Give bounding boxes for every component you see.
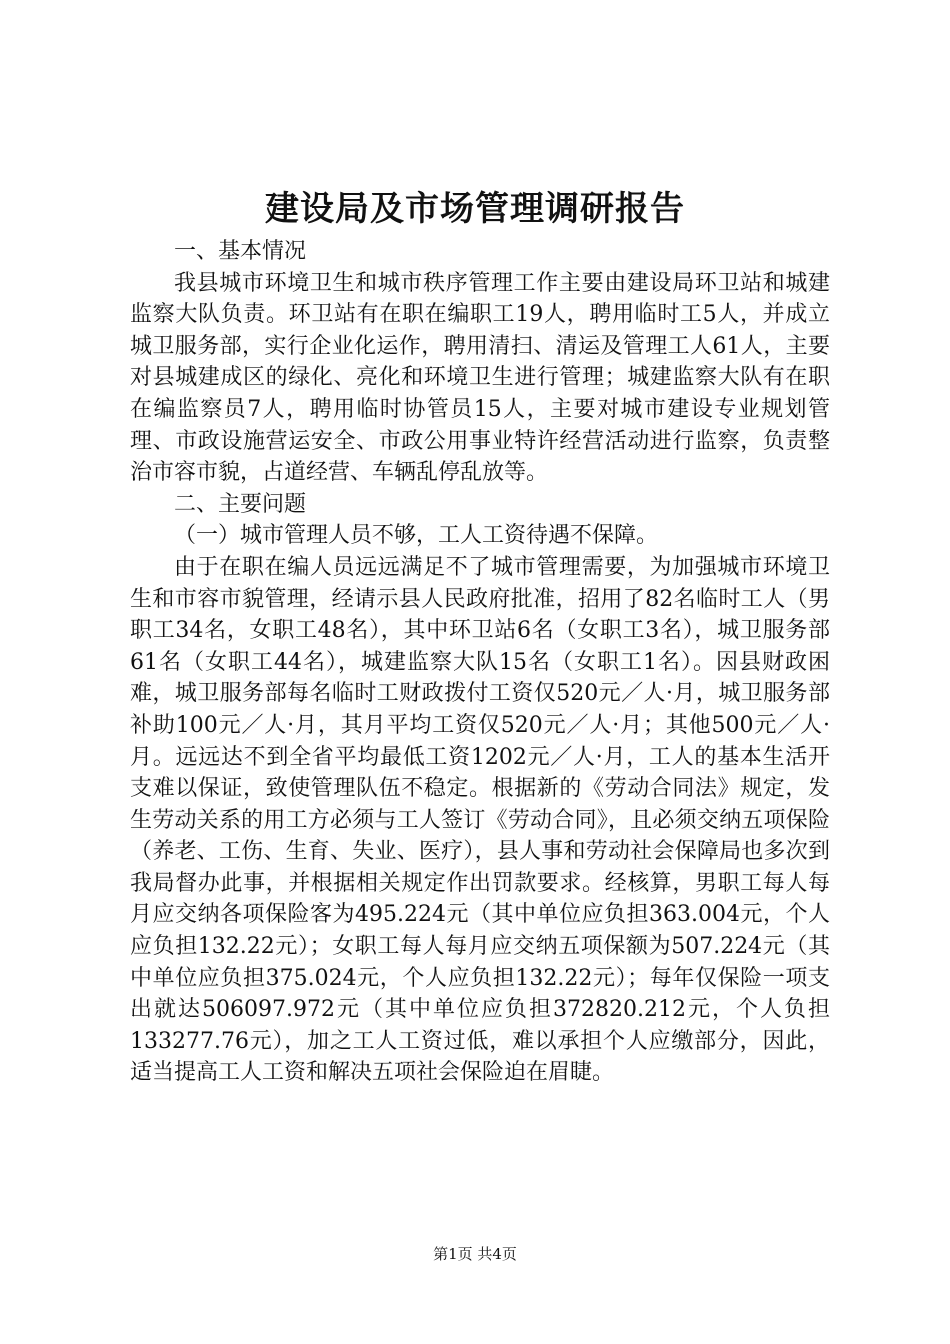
page-number-footer: 第1页 共4页 — [433, 1245, 517, 1263]
document-body — [130, 236, 830, 1089]
body-paragraph: 由于在职在编人员远远满足不了城市管理需要，为加强城市环境卫生和市容市貌管理，经请示县人民政府批准，招用了82名临时工人（男职工34名，女职工48名），其中环卫站6名（女职工3名），城卫服务部61名（女职工44名），城建监察大队15名（女职工1名）。因县财政困难，城卫服务部每名临时工财政拨付工资仅520元／人·月，城卫服务部补助100元／人·月，其月平均工资仅520元／人·月；其他500元／人·月。远远达不到全省平均最低工资1202元／人·月，工人的基本生活开支难以保证，致使管理队伍不稳定。根据新的《劳动合同法》规定，发生劳动关系的用工方必须与工人签订《劳动合同》，且必须交纳五项保险（养老、工伤、生育、失业、医疗），县人事和劳动社会保障局也多次到我局督办此事，并根据相关规定作出罚款要求。经核算，男职工每人每月应交纳各项保险客为495.224元（其中单位应负担363.004元，个人应负担132.22元）；女职工每人每月应交纳五项保额为507.224元（其中单位应负担375.024元，个人应负担132.22元）；每年仅保险一项支出就达506097.972元（其中单位应负担372820.212元，个人负担133277.76元），加之工人工资过低，难以承担个人应缴部分，因此，适当提高工人工资和解决五项社会保险迫在眉睫。 — [130, 554, 830, 1086]
body-paragraph: 我县城市环境卫生和城市秩序管理工作主要由建设局环卫站和城建监察大队负责。环卫站有在职在编职工19人，聘用临时工5人，并成立城卫服务部，实行企业化运作，聘用清扫、清运及管理工人61人，主要对县城建成区的绿化、亮化和环境卫生进行管理；城建监察大队有在职在编监察员7人，聘用临时协管员15人，主要对城市建设专业规划管理、市政设施营运安全、市政公用事业特许经营活动进行监察，负责整治市容市貌，占道经营、车辆乱停乱放等。 — [130, 270, 830, 486]
section-heading-basic-situation: 一、基本情况 — [174, 239, 307, 264]
subsection-heading: （一）城市管理人员不够，工人工资待遇不保障。 — [174, 523, 659, 549]
section-heading-main-problems: 二、主要问题 — [174, 491, 307, 517]
page-title: 建设局及市场管理调研报告 — [265, 189, 685, 229]
